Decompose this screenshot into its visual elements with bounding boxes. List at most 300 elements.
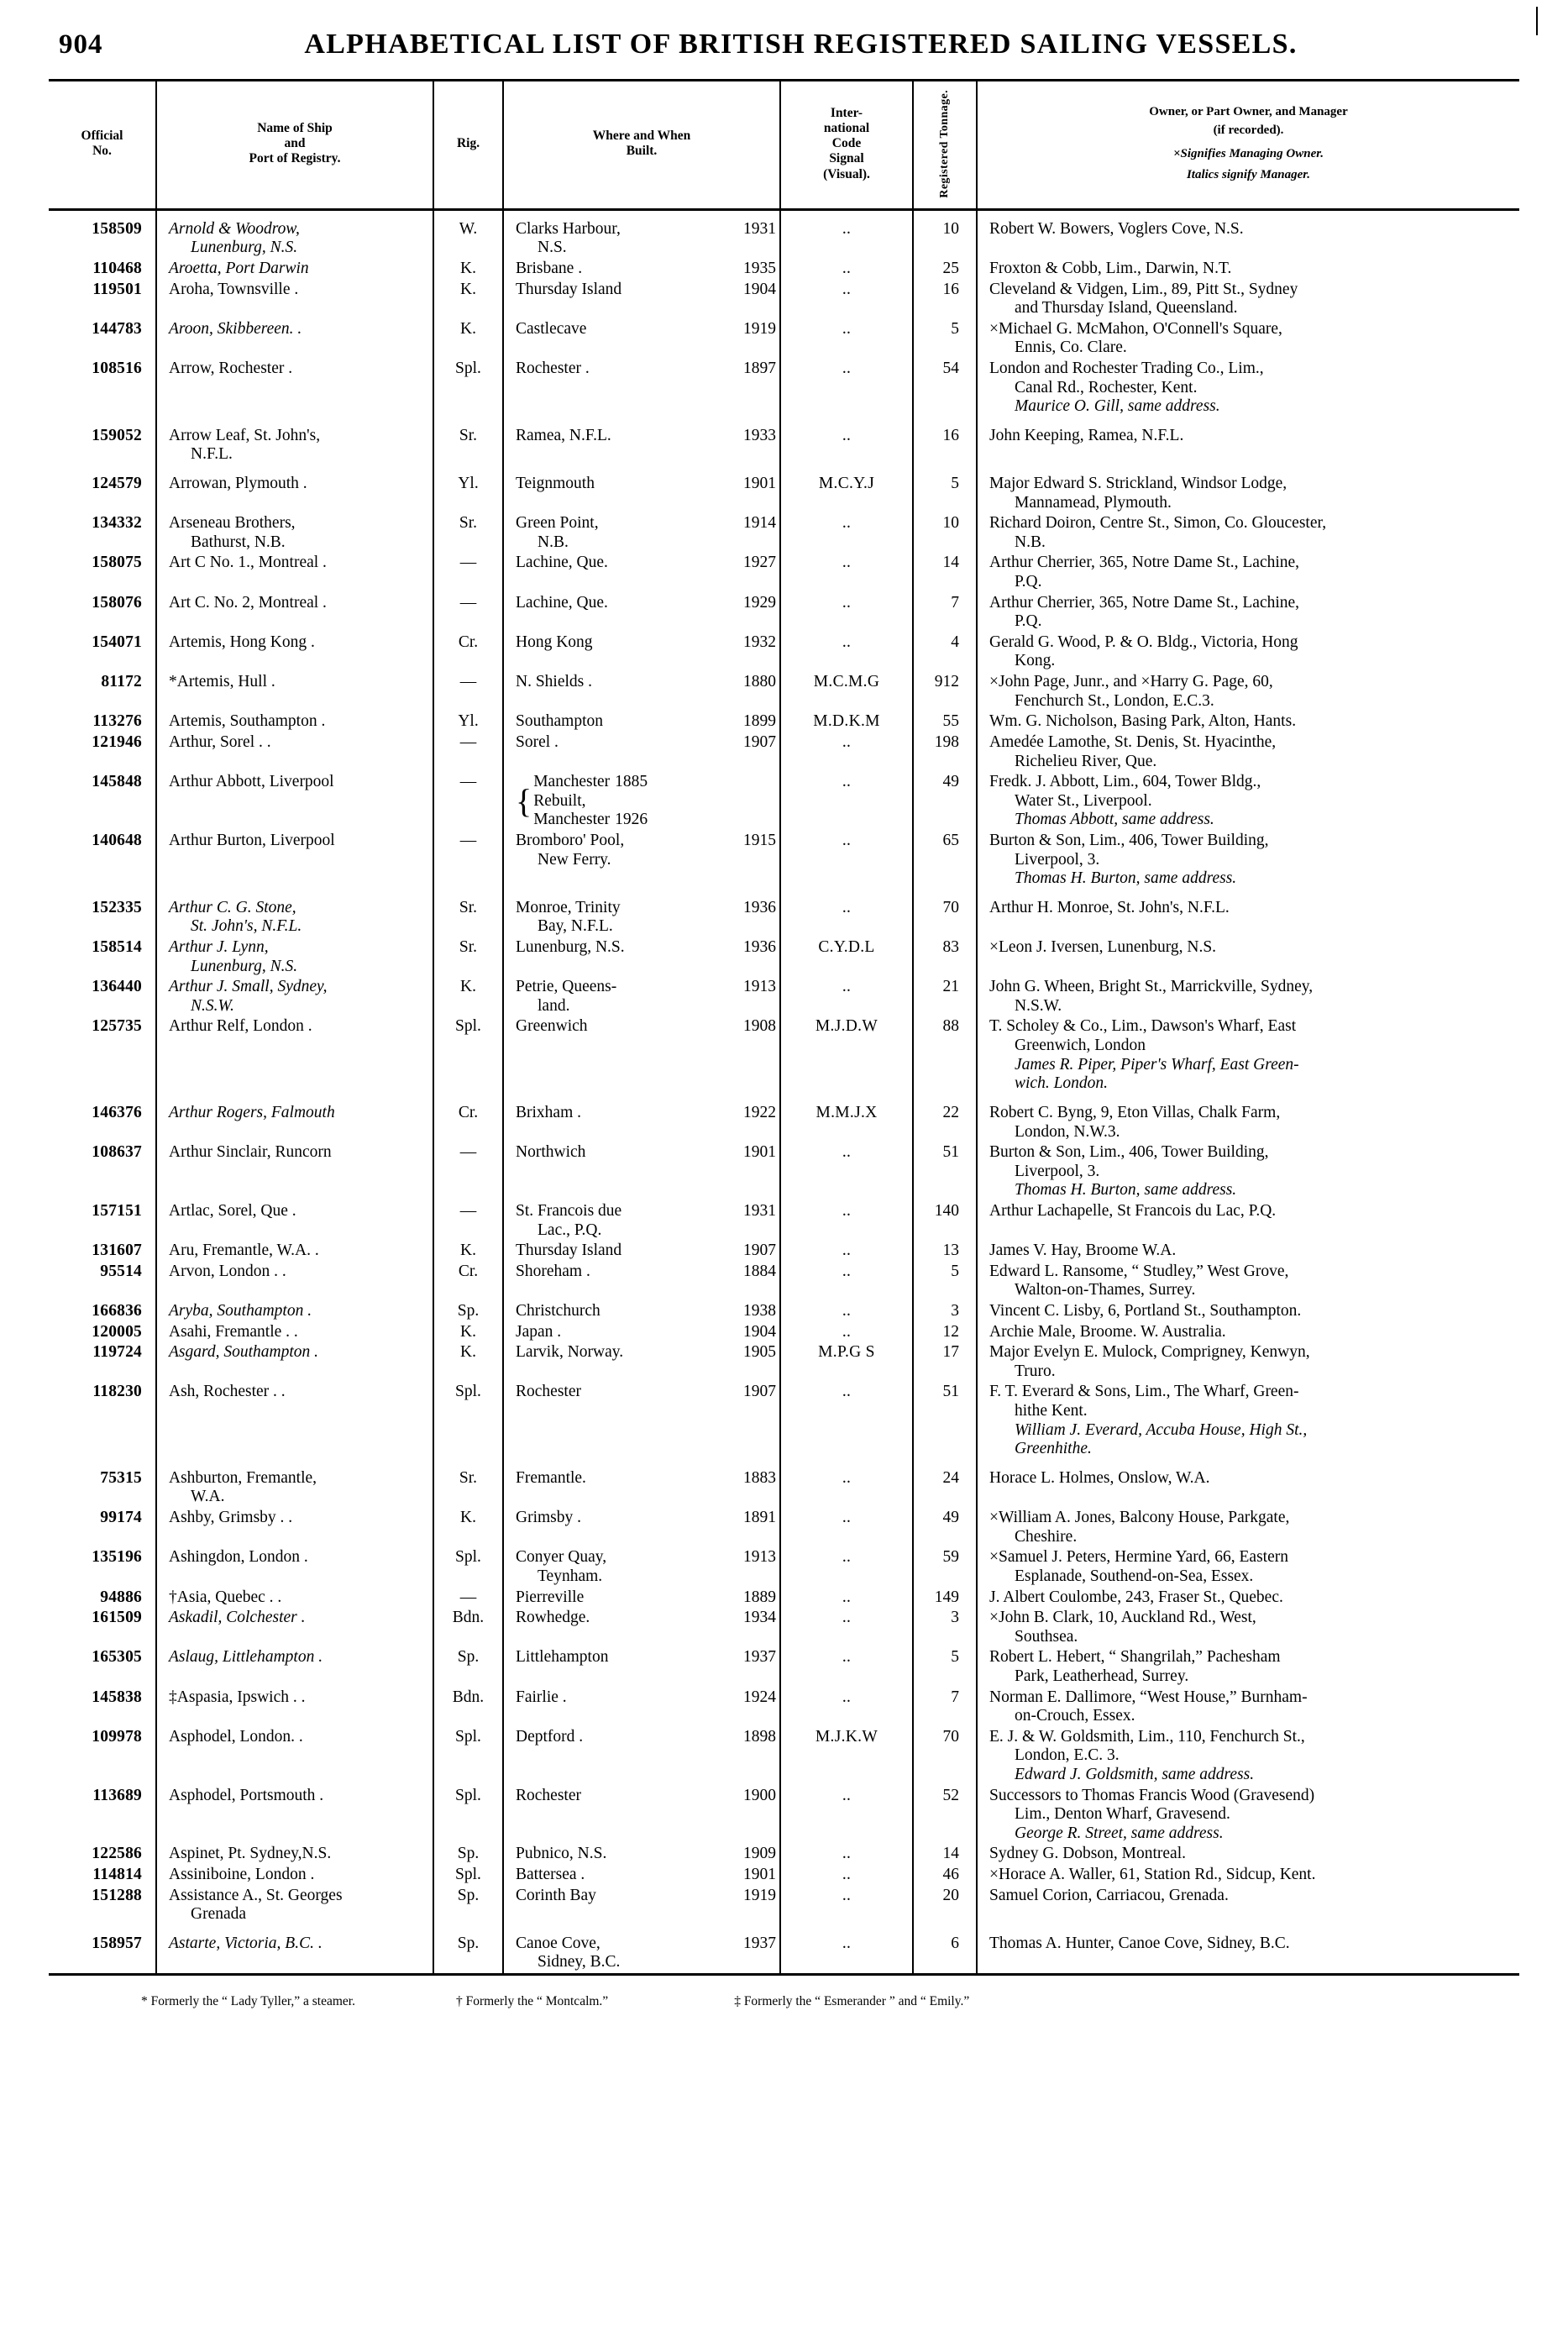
- cell-code-signal: ..: [780, 977, 913, 1016]
- built-place: Grimsby .: [516, 1509, 581, 1527]
- ship-name-line: Asahi, Fremantle . .: [169, 1322, 298, 1341]
- cell-code-signal: ..: [780, 772, 913, 831]
- cell-rig: Sr.: [433, 1460, 503, 1508]
- ship-name-line: Aryba, Southampton .: [169, 1301, 312, 1320]
- ship-name-line: Arthur J. Lynn,: [169, 938, 269, 957]
- cell-official-no: 131607: [92, 1242, 142, 1260]
- cell-owner: [977, 1608, 1519, 1647]
- cell-ship-name: [156, 1886, 433, 1925]
- cell-code-signal: C.Y.D.L: [780, 937, 913, 977]
- cell-tonnage: 14: [913, 1844, 977, 1865]
- cell-where-when-built: [503, 259, 780, 280]
- built-subline: land.: [538, 996, 570, 1015]
- cell-official-no: 146376: [92, 1103, 142, 1121]
- built-year: 1915: [743, 831, 776, 849]
- cell-where-when-built: [503, 1786, 780, 1845]
- cell-ship-name: [156, 1382, 433, 1459]
- owner-line: Fenchurch St., London, E.C.3.: [1015, 691, 1214, 710]
- cell-owner: [977, 417, 1519, 465]
- cell-owner: [977, 209, 1519, 259]
- cell-where-when-built: [503, 977, 780, 1016]
- built-year: 1897: [743, 359, 776, 377]
- built-line: [516, 633, 776, 653]
- cell-tonnage: 10: [913, 209, 977, 259]
- cell-rig: Sr.: [433, 513, 503, 553]
- cell-rig: Cr.: [433, 633, 503, 672]
- page-edge-mark: [1536, 7, 1538, 35]
- cell-ship-name: [156, 1262, 433, 1301]
- cell-tonnage: 4: [913, 633, 977, 672]
- built-line: [516, 1787, 776, 1806]
- owner-line: J. Albert Coulombe, 243, Fraser St., Quebec.: [989, 1588, 1283, 1606]
- built-year: 1905: [743, 1343, 776, 1362]
- cell-where-when-built: [503, 633, 780, 672]
- table-row: [49, 209, 1519, 259]
- ship-name-line: Arthur Sinclair, Runcorn: [169, 1143, 332, 1162]
- built-place: Southampton: [516, 712, 604, 731]
- col-code-signal: [780, 81, 913, 209]
- built-year: 1929: [743, 593, 776, 612]
- cell-rig: Spl.: [433, 1382, 503, 1459]
- cell-ship-name: [156, 553, 433, 592]
- cell-code-signal: ..: [780, 1301, 913, 1322]
- built-line: [516, 260, 776, 279]
- cell-official-no: 140648: [92, 831, 142, 849]
- table-row: [49, 1142, 1519, 1201]
- cell-rig: Sr.: [433, 890, 503, 937]
- cell-where-when-built: [503, 732, 780, 772]
- built-line: [516, 1383, 776, 1402]
- owner-line: Horace L. Holmes, Onslow, W.A.: [989, 1468, 1210, 1487]
- cell-rig: Spl.: [433, 1547, 503, 1587]
- table-row: [49, 280, 1519, 319]
- built-place: Teignmouth: [516, 475, 595, 492]
- cell-rig: W.: [433, 209, 503, 259]
- ship-name-line: *Artemis, Hull .: [169, 673, 275, 691]
- built-year: 1934: [743, 1609, 776, 1627]
- cell-ship-name: [156, 417, 433, 465]
- cell-rig: Spl.: [433, 1727, 503, 1786]
- cell-code-signal: ..: [780, 553, 913, 592]
- cell-tonnage: 3: [913, 1301, 977, 1322]
- built-line: [516, 899, 776, 918]
- cell-rig: —: [433, 732, 503, 772]
- owner-line: Park, Leatherhead, Surrey.: [1015, 1667, 1189, 1685]
- built-place: Bromboro' Pool,: [516, 831, 625, 849]
- owner-line: Arthur Lachapelle, St Francois du Lac, P.Q.: [989, 1201, 1277, 1220]
- table-row: [49, 1301, 1519, 1322]
- cell-official-no: 158514: [92, 938, 142, 957]
- built-place: Pubnico, N.S.: [516, 1845, 607, 1863]
- cell-code-signal: ..: [780, 1322, 913, 1343]
- cell-official-no: 152335: [92, 898, 142, 916]
- cell-code-signal: ..: [780, 359, 913, 417]
- ship-name-line: Arseneau Brothers,: [169, 514, 296, 533]
- built-year: 1884: [743, 1262, 776, 1280]
- manager-line: Greenhithe.: [1015, 1440, 1092, 1458]
- owner-line: Water St., Liverpool.: [1015, 791, 1152, 810]
- owner-line: Truro.: [1015, 1362, 1056, 1380]
- owner-line: ×Leon J. Iversen, Lunenburg, N.S.: [989, 938, 1217, 957]
- built-line: [516, 514, 776, 533]
- table-row: [49, 553, 1519, 592]
- built-year: 1936: [743, 898, 776, 916]
- table-row: [49, 1727, 1519, 1786]
- built-year: 1937: [743, 1648, 776, 1667]
- built-year: 1932: [743, 633, 776, 651]
- owner-line: E. J. & W. Goldsmith, Lim., 110, Fenchurch St.,: [989, 1727, 1305, 1746]
- col-code-l1: Inter-: [830, 105, 863, 120]
- cell-official-no: 114814: [92, 1866, 142, 1884]
- cell-ship-name: [156, 1786, 433, 1845]
- cell-ship-name: [156, 1727, 433, 1786]
- built-place: Lunenburg, N.S.: [516, 938, 625, 957]
- cell-owner: [977, 1460, 1519, 1508]
- col-owner-l2: (if recorded).: [1213, 123, 1284, 137]
- cell-owner: [977, 937, 1519, 977]
- cell-ship-name: [156, 1301, 433, 1322]
- cell-code-signal: ..: [780, 1608, 913, 1647]
- built-place: Sorel .: [516, 732, 559, 751]
- cell-tonnage: 55: [913, 711, 977, 732]
- ship-name-line: Aslaug, Littlehampton .: [169, 1648, 323, 1667]
- cell-rig: Sp.: [433, 1301, 503, 1322]
- owner-line: F. T. Everard & Sons, Lim., The Wharf, Green-: [989, 1383, 1299, 1401]
- built-year: 1904: [743, 1322, 776, 1341]
- cell-tonnage: 10: [913, 513, 977, 553]
- built-place: Brisbane .: [516, 259, 583, 277]
- owner-line: ×John Page, Junr., and ×Harry G. Page, 60,: [989, 673, 1273, 691]
- built-year: 1899: [743, 712, 776, 731]
- ship-name-subline: W.A.: [191, 1488, 225, 1506]
- table-row: [49, 1262, 1519, 1301]
- col-name: [156, 81, 433, 209]
- table-row: [49, 1095, 1519, 1142]
- built-place: Brixham .: [516, 1103, 581, 1121]
- built-year: 1933: [743, 426, 776, 444]
- cell-where-when-built: [503, 1865, 780, 1886]
- cell-code-signal: ..: [780, 1547, 913, 1587]
- built-line: [516, 832, 776, 851]
- cell-official-no: 158076: [92, 593, 142, 612]
- ship-name-line: Ashburton, Fremantle,: [169, 1468, 317, 1487]
- cell-code-signal: ..: [780, 593, 913, 633]
- cell-code-signal: ..: [780, 1786, 913, 1845]
- cell-code-signal: ..: [780, 417, 913, 465]
- owner-line: Robert L. Hebert, “ Shangrilah,” Pachesham: [989, 1648, 1281, 1667]
- cell-official-no: 158075: [92, 554, 142, 572]
- ship-name-line: Askadil, Colchester .: [169, 1609, 306, 1627]
- cell-rig: Cr.: [433, 1095, 503, 1142]
- owner-line: Ennis, Co. Clare.: [1015, 339, 1127, 357]
- col-official-no-l2: No.: [92, 144, 112, 159]
- cell-where-when-built: [503, 772, 780, 831]
- built-line: [516, 1588, 776, 1608]
- ship-name-line: Assistance A., St. Georges: [169, 1886, 343, 1904]
- cell-ship-name: [156, 732, 433, 772]
- cell-owner: [977, 1844, 1519, 1865]
- owner-line: Esplanade, Southend-on-Sea, Essex.: [1015, 1567, 1254, 1585]
- table-row: [49, 1647, 1519, 1687]
- built-year: 1924: [743, 1688, 776, 1706]
- cell-ship-name: [156, 1095, 433, 1142]
- cell-ship-name: [156, 772, 433, 831]
- ship-name-line: Arnold & Woodrow,: [169, 219, 300, 238]
- table-row: [49, 1786, 1519, 1845]
- built-year: 1901: [743, 1143, 776, 1162]
- owner-line: Kong.: [1015, 652, 1056, 670]
- page-number: 904: [59, 29, 103, 60]
- cell-tonnage: 198: [913, 732, 977, 772]
- cell-rig: Bdn.: [433, 1688, 503, 1727]
- built-line: [516, 1302, 776, 1321]
- cell-official-no: 134332: [92, 514, 142, 533]
- cell-official-no: 95514: [100, 1262, 142, 1280]
- built-year: 1883: [743, 1468, 776, 1487]
- ship-name-subline: Bathurst, N.B.: [191, 533, 286, 551]
- col-official-no: [49, 81, 156, 209]
- owner-line: Cheshire.: [1015, 1527, 1078, 1546]
- cell-where-when-built: [503, 1460, 780, 1508]
- cell-rig: K.: [433, 319, 503, 359]
- owner-line: Richard Doiron, Centre St., Simon, Co. Gloucester,: [989, 514, 1327, 533]
- cell-ship-name: [156, 1322, 433, 1343]
- cell-ship-name: [156, 937, 433, 977]
- cell-tonnage: 46: [913, 1865, 977, 1886]
- owner-line: Major Edward S. Strickland, Windsor Lodge,: [989, 475, 1287, 492]
- table-row: [49, 937, 1519, 977]
- cell-rig: K.: [433, 977, 503, 1016]
- ship-name-line: Aroon, Skibbereen. .: [169, 319, 302, 338]
- built-place: Thursday Island: [516, 280, 622, 298]
- owner-line: Cleveland & Vidgen, Lim., 89, Pitt St., Sydney: [989, 280, 1298, 298]
- cell-code-signal: ..: [780, 633, 913, 672]
- cell-where-when-built: [503, 1727, 780, 1786]
- owner-line: Robert W. Bowers, Voglers Cove, N.S.: [989, 219, 1244, 238]
- cell-tonnage: 7: [913, 1688, 977, 1727]
- cell-official-no: 110468: [92, 259, 142, 277]
- cell-rig: —: [433, 1588, 503, 1609]
- built-line: [516, 1845, 776, 1864]
- table-row: [49, 772, 1519, 831]
- built-line: [516, 1104, 776, 1123]
- cell-tonnage: 13: [913, 1241, 977, 1262]
- cell-ship-name: [156, 1588, 433, 1609]
- built-year: 1919: [743, 1886, 776, 1904]
- cell-ship-name: [156, 1865, 433, 1886]
- cell-code-signal: M.D.K.M: [780, 711, 913, 732]
- cell-ship-name: [156, 633, 433, 672]
- cell-where-when-built: [503, 1301, 780, 1322]
- built-year: 1907: [743, 732, 776, 751]
- cell-tonnage: 12: [913, 1322, 977, 1343]
- cell-tonnage: 70: [913, 890, 977, 937]
- cell-owner: [977, 1301, 1519, 1322]
- table-row: [49, 1588, 1519, 1609]
- built-place: Lachine, Que.: [516, 593, 608, 612]
- cell-code-signal: ..: [780, 890, 913, 937]
- cell-owner: [977, 1322, 1519, 1343]
- cell-owner: [977, 1508, 1519, 1547]
- table-row: [49, 1688, 1519, 1727]
- built-line: [516, 1887, 776, 1906]
- built-line: [516, 1648, 776, 1667]
- ship-name-line: Arrow Leaf, St. John's,: [169, 426, 321, 444]
- cell-ship-name: [156, 831, 433, 890]
- cell-owner: [977, 1588, 1519, 1609]
- built-place: Rebuilt,: [533, 791, 586, 810]
- cell-official-no: 158509: [92, 219, 142, 238]
- col-tonnage-label: Registered Tonnage.: [937, 90, 951, 198]
- cell-where-when-built: [503, 593, 780, 633]
- cell-owner: [977, 672, 1519, 711]
- built-line: [516, 978, 776, 997]
- cell-official-no: 118230: [92, 1383, 142, 1401]
- cell-where-when-built: [503, 280, 780, 319]
- owner-line: Arthur Cherrier, 365, Notre Dame St., Lachine,: [989, 593, 1300, 612]
- owner-line: Southsea.: [1015, 1627, 1078, 1646]
- cell-where-when-built: [503, 1588, 780, 1609]
- cell-code-signal: ..: [780, 1241, 913, 1262]
- built-place: Monroe, Trinity: [516, 898, 621, 916]
- ship-name-line: Aroetta, Port Darwin: [169, 259, 309, 277]
- built-place: Deptford .: [516, 1727, 584, 1746]
- owner-line: Burton & Son, Lim., 406, Tower Building,: [989, 1143, 1269, 1162]
- built-line: [516, 1323, 776, 1342]
- cell-owner: [977, 1382, 1519, 1459]
- col-official-no-l1: Official: [81, 129, 123, 144]
- cell-code-signal: ..: [780, 1865, 913, 1886]
- ship-name-line: Asgard, Southampton .: [169, 1343, 319, 1362]
- col-tonnage: [913, 81, 977, 209]
- ship-name-line: Ash, Rochester . .: [169, 1383, 286, 1401]
- built-line: [516, 938, 776, 958]
- manager-line: Thomas Abbott, same address.: [1015, 811, 1214, 829]
- owner-line: Burton & Son, Lim., 406, Tower Building,: [989, 831, 1269, 849]
- cell-rig: Yl.: [433, 711, 503, 732]
- cell-owner: [977, 259, 1519, 280]
- cell-owner: [977, 772, 1519, 831]
- cell-where-when-built: [503, 1322, 780, 1343]
- owner-line: Successors to Thomas Francis Wood (Gravesend): [989, 1786, 1315, 1804]
- cell-rig: —: [433, 772, 503, 831]
- cell-rig: —: [433, 1201, 503, 1241]
- ship-name-subline: N.S.W.: [191, 996, 234, 1015]
- owner-line: ×William A. Jones, Balcony House, Parkgate,: [989, 1509, 1290, 1527]
- ship-name-line: Astarte, Victoria, B.C. .: [169, 1934, 323, 1952]
- owner-line: Liverpool, 3.: [1015, 1162, 1100, 1180]
- ship-name-line: Aroha, Townsville .: [169, 280, 299, 298]
- cell-where-when-built: [503, 831, 780, 890]
- cell-where-when-built: [503, 937, 780, 977]
- table-row: [49, 672, 1519, 711]
- owner-line: N.B.: [1015, 533, 1046, 551]
- ship-name-line: Arthur Relf, London .: [169, 1017, 312, 1036]
- cell-where-when-built: [503, 1647, 780, 1687]
- cell-official-no: 158957: [92, 1934, 142, 1952]
- built-line: [516, 1017, 776, 1037]
- table-row: [49, 593, 1519, 633]
- cell-where-when-built: [503, 553, 780, 592]
- owner-line: Arthur Cherrier, 365, Notre Dame St., Lachine,: [989, 554, 1300, 572]
- built-place: N. Shields .: [516, 673, 593, 691]
- cell-where-when-built: [503, 890, 780, 937]
- cell-official-no: 119724: [92, 1343, 142, 1362]
- cell-code-signal: ..: [780, 1382, 913, 1459]
- cell-owner: [977, 513, 1519, 553]
- owner-line: Norman E. Dallimore, “West House,” Burnham-: [989, 1688, 1308, 1706]
- owner-line: John Keeping, Ramea, N.F.L.: [989, 426, 1184, 444]
- cell-owner: [977, 1201, 1519, 1241]
- built-line: [516, 320, 776, 339]
- cell-rig: Spl.: [433, 359, 503, 417]
- cell-official-no: 119501: [92, 280, 142, 298]
- ship-name-line: Aspinet, Pt. Sydney,N.S.: [169, 1845, 332, 1863]
- ship-name-line: Aru, Fremantle, W.A. .: [169, 1242, 319, 1260]
- cell-where-when-built: [503, 672, 780, 711]
- table-row: [49, 633, 1519, 672]
- cell-ship-name: [156, 513, 433, 553]
- cell-tonnage: 88: [913, 1016, 977, 1094]
- cell-where-when-built: [503, 1547, 780, 1587]
- cell-tonnage: 59: [913, 1547, 977, 1587]
- built-year: 1938: [743, 1301, 776, 1320]
- cell-rig: —: [433, 1142, 503, 1201]
- cell-official-no: 136440: [92, 978, 142, 996]
- cell-official-no: 94886: [100, 1588, 142, 1606]
- cell-ship-name: [156, 1547, 433, 1587]
- col-code-l4: Signal: [829, 151, 864, 166]
- built-line: [516, 475, 776, 494]
- cell-official-no: 121946: [92, 732, 142, 751]
- owner-line: T. Scholey & Co., Lim., Dawson's Wharf, East: [989, 1017, 1297, 1036]
- built-year: 1880: [743, 673, 776, 691]
- built-place: Green Point,: [516, 514, 599, 533]
- ship-name-line: ‡Aspasia, Ipswich . .: [169, 1688, 306, 1706]
- cell-tonnage: 140: [913, 1201, 977, 1241]
- vessel-register-table: [49, 81, 1519, 1973]
- built-year: 1927: [743, 554, 776, 572]
- cell-ship-name: [156, 465, 433, 513]
- built-place: Rowhedge.: [516, 1609, 590, 1627]
- cell-official-no: 125735: [92, 1017, 142, 1036]
- col-name-l2: and: [284, 136, 306, 151]
- manager-line: Thomas H. Burton, same address.: [1015, 1181, 1237, 1200]
- cell-ship-name: [156, 977, 433, 1016]
- cell-owner: [977, 553, 1519, 592]
- cell-code-signal: ..: [780, 732, 913, 772]
- cell-ship-name: [156, 672, 433, 711]
- table-row: [49, 1382, 1519, 1459]
- cell-rig: K.: [433, 1322, 503, 1343]
- table-row: [49, 359, 1519, 417]
- cell-code-signal: ..: [780, 1886, 913, 1925]
- ship-name-line: †Asia, Quebec . .: [169, 1588, 282, 1606]
- cell-rig: Sp.: [433, 1925, 503, 1973]
- built-year: 1901: [743, 1866, 776, 1884]
- cell-where-when-built: [503, 1844, 780, 1865]
- cell-owner: [977, 711, 1519, 732]
- built-place: Japan .: [516, 1322, 562, 1341]
- table-row: [49, 711, 1519, 732]
- cell-official-no: 165305: [92, 1648, 142, 1667]
- owner-line: Major Evelyn E. Mulock, Comprigney, Kenwyn,: [989, 1343, 1310, 1362]
- owner-line: Wm. G. Nicholson, Basing Park, Alton, Hants.: [989, 712, 1297, 731]
- built-place: Pierreville: [516, 1588, 585, 1606]
- cell-official-no: 99174: [100, 1509, 142, 1527]
- manager-line: wich. London.: [1015, 1074, 1109, 1093]
- cell-where-when-built: [503, 1241, 780, 1262]
